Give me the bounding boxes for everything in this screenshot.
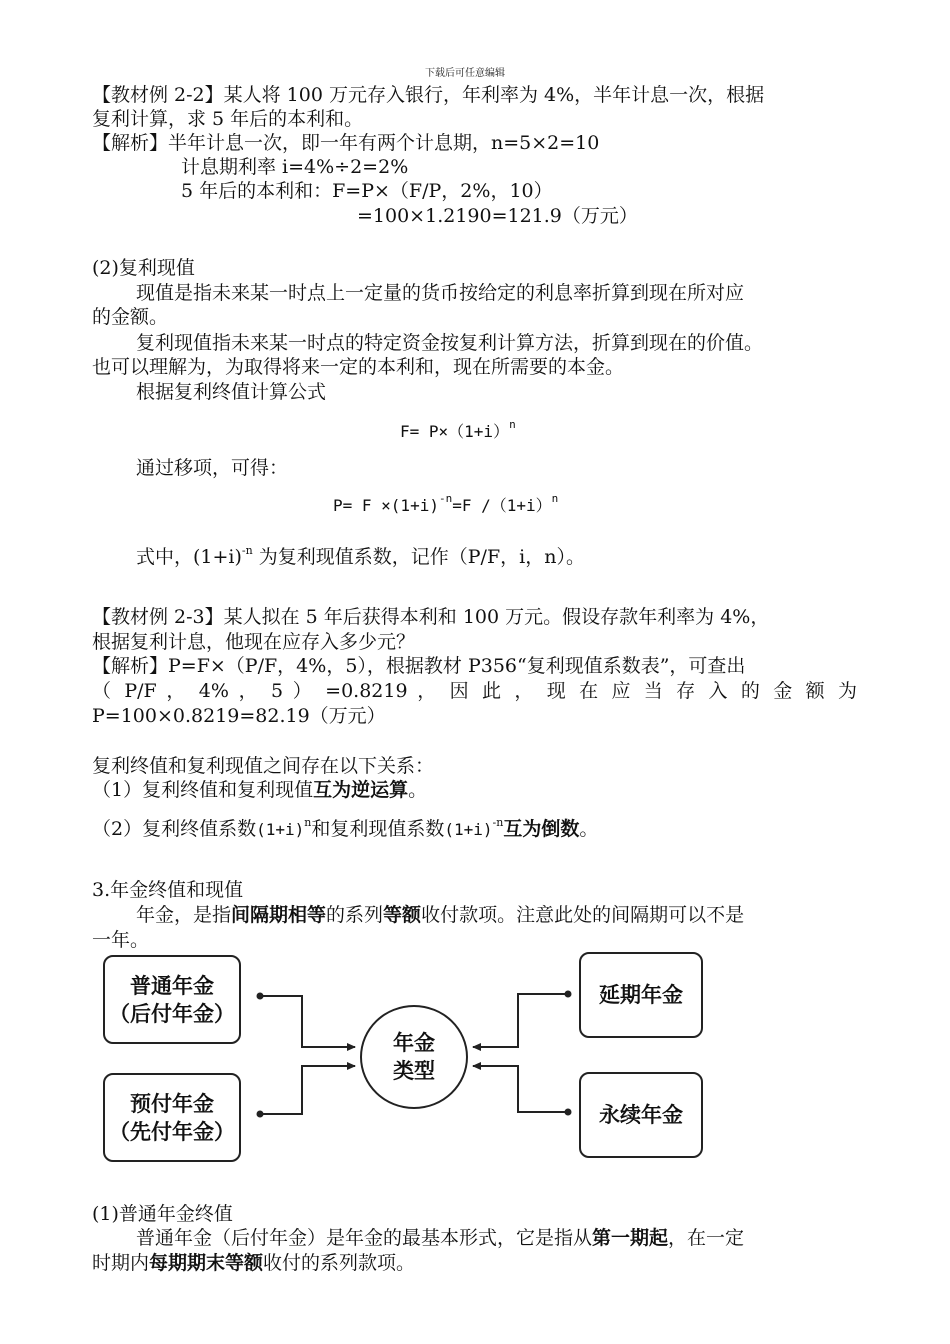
example-2-2-line-2: 复利计算，求 5 年后的本利和。 [92, 108, 364, 130]
connector-prepaid-annuity [260, 1066, 355, 1114]
relation-item-2-text-a: （2）复利终值系数 [92, 818, 257, 840]
ordinary-text-2a: 时期内 [92, 1252, 150, 1274]
annuity-def-text-d: 收付款项。注意此处的间隔期可以不是 [421, 904, 745, 926]
box-prepaid-annuity-subtitle: （先付年金） [109, 1119, 235, 1144]
analysis-2-2-line-4: =100×1.2190=121.9（万元） [357, 205, 638, 227]
formula-pv-exponent-1: -n [438, 492, 453, 505]
box-perpetual-annuity-title: 永续年金 [599, 1103, 683, 1127]
pv-paragraph-4: 通过移项，可得： [136, 457, 289, 479]
box-deferred-annuity [579, 952, 703, 1038]
ordinary-text-2c: 收付的系列款项。 [263, 1252, 416, 1274]
ordinary-annuity-line-2 [92, 1251, 415, 1275]
analysis-2-3-line-2: （ P/F ， 4% ， 5 ） =0.8219 ， 因 此 ， 现 在 应 当 存 入 的 金 额 为 [92, 680, 857, 702]
center-label-line-1: 年金 [393, 1031, 435, 1055]
annuity-def-text-a: 年金，是指 [136, 904, 232, 926]
ordinary-text-a: 普通年金（后付年金）是年金的最基本形式，它是指从 [136, 1227, 593, 1249]
pv-paragraph-2-line-2: 也可以理解为，为取得将来一定的本利和，现在所需要的本金。 [92, 356, 625, 378]
relation-item-1-bold: 互为逆运算 [313, 779, 409, 801]
relation-item-2-end: 。 [579, 818, 599, 840]
box-ordinary-annuity-title: 普通年金 [130, 973, 214, 998]
connector-deferred-annuity [473, 994, 568, 1047]
center-annuity-types [360, 1005, 468, 1109]
example-2-3-line-2: 根据复利计息，他现在应存入多少元？ [92, 631, 416, 653]
box-ordinary-annuity-subtitle: （后付年金） [109, 1001, 235, 1026]
formula-fv-exponent: n [509, 418, 516, 431]
section-heading-present-value: (2)复利现值 [92, 257, 195, 279]
section-heading-annuity: 3.年金终值和现值 [92, 879, 244, 901]
relation-item-2-text-c: 和复利现值系数 [311, 818, 445, 840]
box-perpetual-annuity [579, 1072, 703, 1158]
ordinary-text-c: ，在一定 [668, 1227, 745, 1249]
formula-fv-main: F= P×（1+i） [400, 422, 510, 441]
example-2-2-line-1: 【教材例 2-2】某人将 100 万元存入银行，年利率为 4%，半年计息一次，根据 [92, 84, 765, 106]
ordinary-bold-2: 每期期末等额 [149, 1252, 264, 1274]
analysis-2-2-line-2: 计息期利率 i=4%÷2=2% [181, 156, 409, 178]
center-label-line-2: 类型 [393, 1059, 435, 1083]
annuity-def-bold-2: 等额 [383, 904, 422, 926]
relation-intro: 复利终值和复利现值之间存在以下关系： [92, 755, 435, 777]
relation-item-1-end: 。 [408, 779, 428, 801]
pv-paragraph-1-line-1: 现值是指未来某一时点上一定量的货币按给定的利息率折算到现在所对应 [136, 282, 745, 304]
connector-ordinary-annuity [260, 996, 355, 1047]
relation-item-2-expr-2: (1+i) [444, 820, 493, 839]
relation-item-1-text: （1）复利终值和复利现值 [92, 779, 314, 801]
relation-item-2-bold: 互为倒数 [503, 818, 580, 840]
page-header: 下载后可任意编辑 [425, 68, 505, 79]
pv-note-part-b: 为复利现值系数，记作（P/F，i，n）。 [252, 546, 585, 568]
example-2-3-line-1: 【教材例 2-3】某人拟在 5 年后获得本利和 100 万元。假设存款年利率为 4%， [92, 606, 770, 628]
box-prepaid-annuity [103, 1073, 241, 1162]
analysis-2-2-line-1: 【解析】半年计息一次，即一年有两个计息期，n=5×2=10 [92, 132, 600, 154]
pv-note-part-a: 式中，(1+i) [136, 546, 242, 568]
pv-note-exponent: -n [241, 544, 253, 557]
box-prepaid-annuity-title: 预付年金 [130, 1091, 214, 1116]
section-heading-ordinary-annuity-fv: (1)普通年金终值 [92, 1203, 233, 1225]
relation-item-2-exponent-2: -n [492, 816, 504, 829]
analysis-2-3-line-1: 【解析】P=F×（P/F，4%，5），根据教材 P356“复利现值系数表”，可查出 [92, 655, 746, 677]
formula-pv-exponent-2: n [551, 492, 559, 505]
pv-paragraph-3: 根据复利终值计算公式 [136, 381, 327, 403]
box-ordinary-annuity [103, 955, 241, 1044]
annuity-def-text-c: 的系列 [326, 904, 384, 926]
analysis-2-3-line-3: P=100×0.8219=82.19（万元） [92, 705, 386, 727]
analysis-2-2-line-3: 5 年后的本利和：F=P×（F/P，2%，10） [181, 180, 553, 202]
box-deferred-annuity-title: 延期年金 [599, 983, 683, 1007]
relation-item-2-expr-1: (1+i) [256, 820, 305, 839]
pv-paragraph-2-line-1: 复利现值指未来某一时点的特定资金按复利计算方法，折算到现在的价值。 [136, 332, 764, 354]
annuity-def-bold-1: 间隔期相等 [231, 904, 327, 926]
ordinary-annuity-line-1 [136, 1226, 744, 1250]
formula-pv-part-b: =F /（1+i） [452, 496, 552, 515]
formula-pv-part-a: P= F ×(1+i) [333, 496, 439, 515]
annuity-definition-line-2: 一年。 [92, 929, 150, 951]
relation-item-2-exponent-1: n [304, 816, 312, 829]
ordinary-bold-1: 第一期起 [592, 1227, 669, 1249]
connector-perpetual-annuity [473, 1066, 568, 1112]
pv-paragraph-1-line-2: 的金额。 [92, 306, 169, 328]
